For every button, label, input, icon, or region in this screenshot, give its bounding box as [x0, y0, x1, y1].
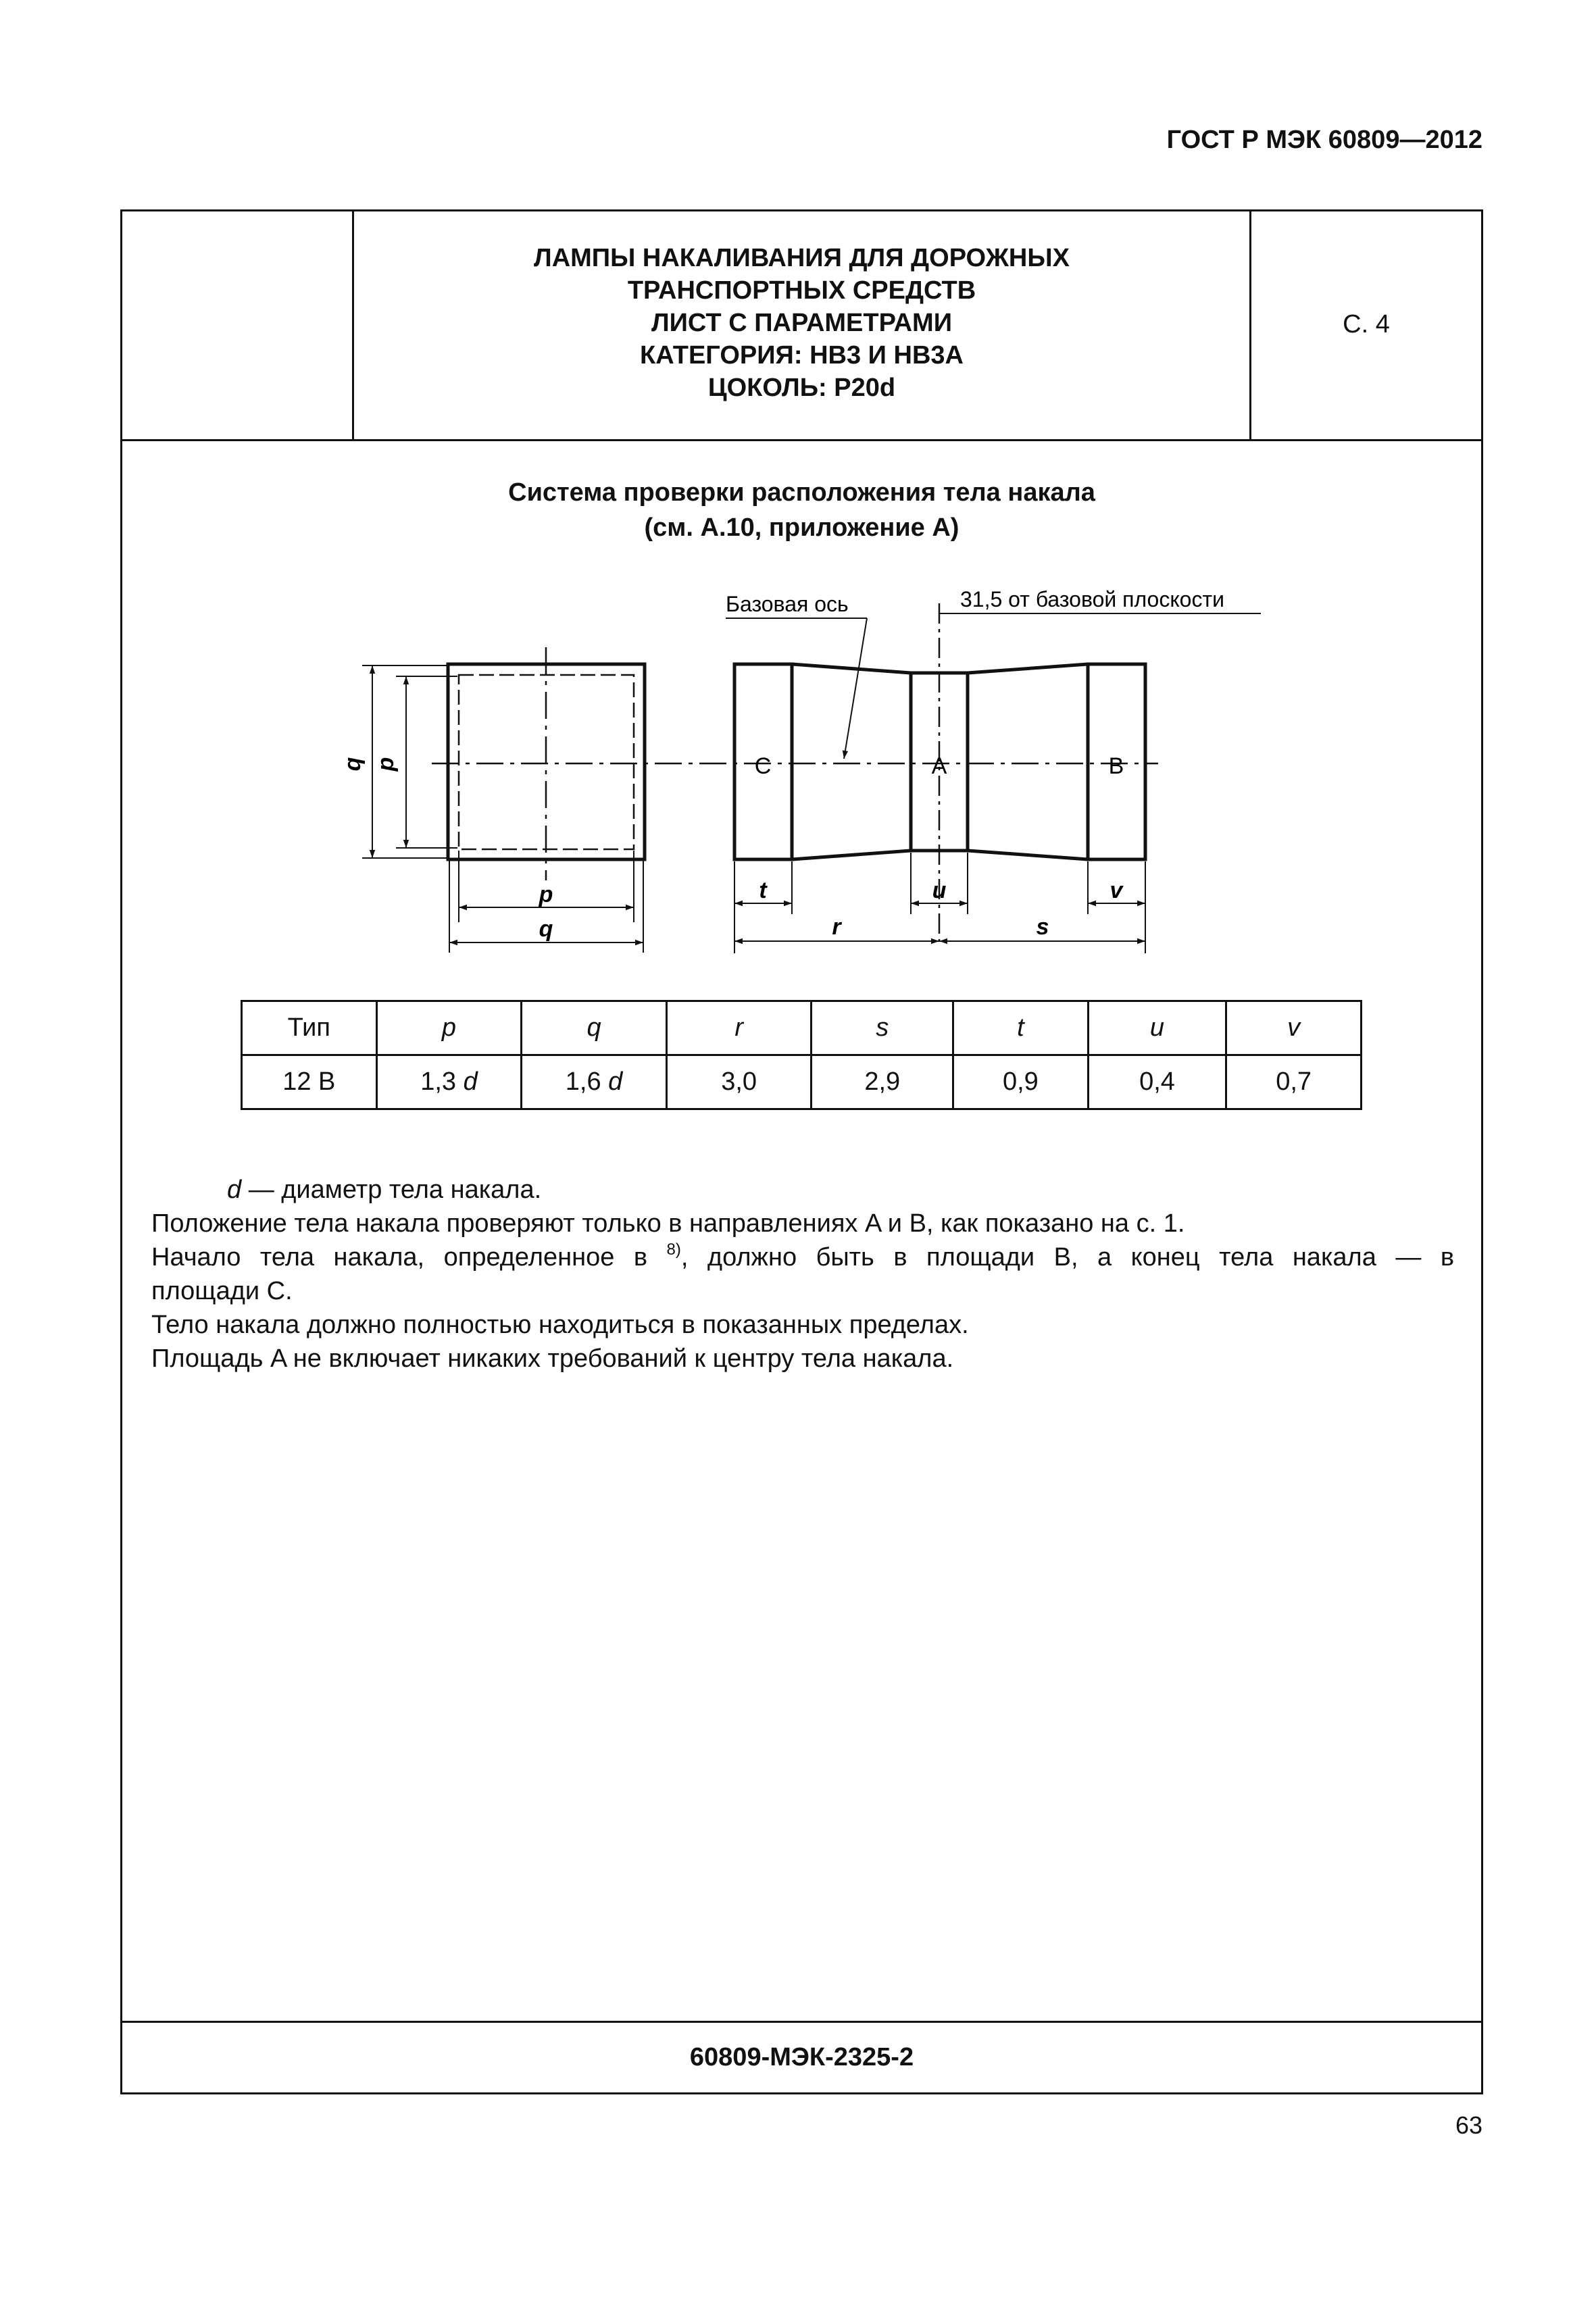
sheet-code: 60809-МЭК-2325-2 — [689, 2043, 914, 2071]
label-q-vertical: q — [340, 757, 366, 772]
header-s: s — [812, 1001, 953, 1055]
sheet-footer — [122, 2021, 1481, 2092]
cell-v: 0,7 — [1226, 1055, 1362, 1109]
zone-b-label: B — [1108, 753, 1124, 779]
note-check-directions: Положение тела накала проверяют только в направлениях A и B, как показано на с. 1. — [151, 1209, 1185, 1238]
standard-code: ГОСТ Р МЭК 60809—2012 — [1166, 126, 1482, 154]
d-symbol: d — [227, 1176, 242, 1204]
page-ref: С. 4 — [1343, 310, 1390, 338]
note-limits: Тело накала должно полностью находиться в показанных пределах. — [151, 1311, 969, 1339]
parameters-table — [241, 1000, 1362, 1110]
table-row — [242, 1055, 1362, 1109]
cell-p-unit: d — [463, 1067, 478, 1096]
footnote-ref: 8) — [666, 1240, 681, 1259]
note-filament-start — [151, 1240, 1454, 1274]
cell-type: 12 В — [242, 1055, 377, 1109]
label-q-horizontal: q — [539, 916, 553, 942]
cell-q — [522, 1055, 667, 1109]
axis-callout-leader — [844, 618, 867, 759]
cell-q-unit: d — [608, 1067, 623, 1096]
cell-u: 0,4 — [1088, 1055, 1226, 1109]
title-line-5: ЦОКОЛЬ: P20d — [707, 374, 896, 402]
header-v: v — [1226, 1001, 1362, 1055]
cell-t: 0,9 — [953, 1055, 1089, 1109]
header-t: t — [953, 1001, 1089, 1055]
zone-a-label: A — [931, 753, 947, 779]
header-type: Тип — [242, 1001, 377, 1055]
cell-s: 2,9 — [812, 1055, 953, 1109]
title-line-3: ЛИСТ С ПАРАМЕТРАМИ — [651, 309, 953, 337]
label-reference-axis: Базовая ось — [726, 592, 849, 616]
taper-a-b-top — [968, 664, 1088, 673]
label-v: v — [1109, 878, 1123, 903]
page-number: 63 — [1455, 2111, 1482, 2139]
label-r: r — [832, 914, 841, 940]
parameter-sheet-frame — [120, 209, 1483, 2094]
title-line-2: ТРАНСПОРТНЫХ СРЕДСТВ — [627, 276, 976, 305]
label-reference-plane: 31,5 от базовой плоскости — [960, 587, 1224, 611]
header-r: r — [666, 1001, 812, 1055]
note-d-definition — [151, 1173, 1454, 1207]
cell-q-value: 1,6 — [565, 1067, 601, 1096]
label-u: u — [932, 878, 947, 903]
header-p: p — [376, 1001, 522, 1055]
diagram-title-line-2: (см. А.10, приложение А) — [644, 513, 959, 542]
note-area-a: Площадь A не включает никаких требований к центру тела накала. — [151, 1344, 954, 1373]
label-s: s — [1036, 914, 1049, 940]
d-definition-text: — диаметр тела накала. — [241, 1176, 542, 1204]
note-filament-start-post: , должно быть в площади B, а конец тела накала — в — [680, 1243, 1455, 1272]
table-header-row — [242, 1001, 1362, 1055]
cell-p — [376, 1055, 522, 1109]
label-t: t — [759, 878, 767, 903]
diagram-title-line-1: Система проверки расположения тела накала — [508, 478, 1095, 507]
note-filament-start-cont: площади C. — [151, 1277, 293, 1305]
taper-c-a-bottom — [792, 851, 911, 859]
note-filament-start-pre: Начало тела накала, определенное в — [151, 1243, 648, 1272]
notes — [151, 1173, 1454, 1376]
label-p-vertical: p — [373, 757, 399, 772]
header-u: u — [1088, 1001, 1226, 1055]
title-line-1: ЛАМПЫ НАКАЛИВАНИЯ ДЛЯ ДОРОЖНЫХ — [534, 244, 1070, 272]
title-line-4: КАТЕГОРИЯ: НВ3 И НВ3А — [640, 341, 964, 370]
taper-c-a-top — [792, 664, 911, 673]
header-q: q — [522, 1001, 667, 1055]
cell-p-value: 1,3 — [420, 1067, 457, 1096]
filament-check-diagram — [122, 211, 1481, 982]
zone-c-label: C — [754, 753, 772, 779]
taper-a-b-bottom — [968, 851, 1088, 859]
label-p-horizontal: p — [539, 882, 553, 907]
cell-r: 3,0 — [666, 1055, 812, 1109]
